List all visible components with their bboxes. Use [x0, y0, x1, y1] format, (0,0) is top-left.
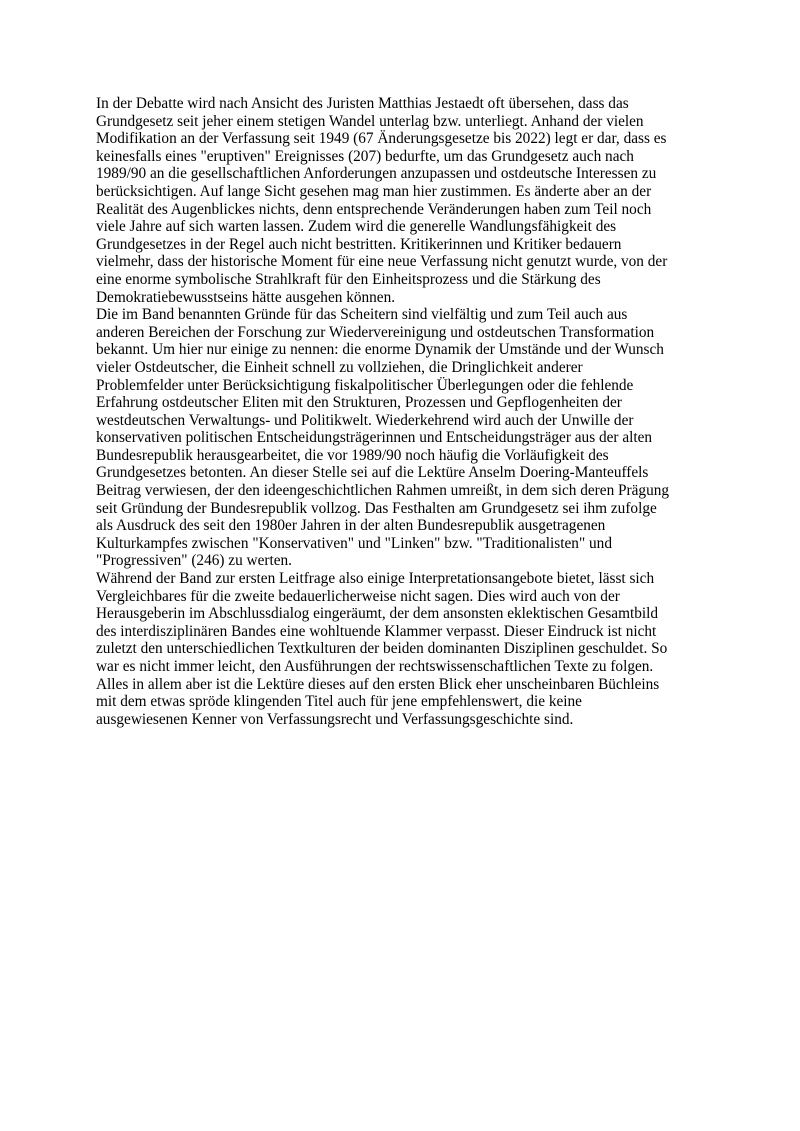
text-line: Herausgeberin im Abschlussdialog eingeräumt, der dem ansonsten eklektischen Gesamtbild: [96, 605, 659, 623]
text-line: Demokratiebewusstseins hätte ausgehen können.: [96, 288, 396, 306]
text-line: Die im Band benannten Gründe für das Scheitern sind vielfältig und zum Teil auch aus: [96, 306, 628, 324]
paragraph-2: [96, 306, 706, 570]
text-line: Realität des Augenblickes nichts, denn entsprechende Veränderungen haben zum Teil noch: [96, 200, 652, 218]
text-line: war es nicht immer leicht, den Ausführungen der rechtswissenschaftlichen Texte zu folgen.: [96, 658, 654, 675]
text-line: "Progressiven" (246) zu werten.: [96, 552, 292, 570]
text-line: Beitrag verwiesen, der den ideengeschichtlichen Rahmen umreißt, in dem sich deren Prägung: [96, 482, 670, 500]
text-line: konservativen politischen Entscheidungsträgerinnen und Entscheidungsträger aus der alten: [96, 429, 653, 447]
text-line: Bundesrepublik herausgearbeitet, die vor 1989/90 noch häufig die Vorläufigkeit des: [96, 446, 609, 464]
text-line: Alles in allem aber ist die Lektüre dieses auf den ersten Blick eher unscheinbaren Büchleins: [96, 675, 660, 693]
text-line: bekannt. Um hier nur einige zu nennen: die enorme Dynamik der Umstände und der Wunsch: [96, 341, 664, 359]
text-line: ausgewiesenen Kenner von Verfassungsrecht und Verfassungsgeschichte sind.: [96, 710, 574, 728]
paragraph-1: [96, 95, 706, 306]
text-line: viele Jahre auf sich warten lassen. Zudem wird die generelle Wandlungsfähigkeit des: [96, 218, 617, 236]
text-line: berücksichtigen. Auf lange Sicht gesehen mag man hier zustimmen. Es änderte aber an der: [96, 182, 652, 200]
text-line: Grundgesetzes in der Regel auch nicht bestritten. Kritikerinnen und Kritiker bedauern: [96, 235, 622, 253]
text-line: westdeutschen Verwaltungs- und Politikwelt. Wiederkehrend wird auch der Unwille der: [96, 411, 634, 429]
text-line: Vergleichbares für die zweite bedauerlicherweise nicht sagen. Dies wird auch von der: [96, 587, 620, 605]
text-line: Modifikation an der Verfassung seit 1949 (67 Änderungsgesetze bis 2022) legt er dar, dass es: [96, 130, 667, 148]
text-line: Erfahrung ostdeutscher Eliten mit den Strukturen, Prozessen und Gepflogenheiten der: [96, 394, 622, 412]
text-line: In der Debatte wird nach Ansicht des Juristen Matthias Jestaedt oft übersehen, dass das: [96, 95, 629, 112]
text-line: vielmehr, dass der historische Moment für eine neue Verfassung nicht genutzt wurde, von der: [96, 253, 668, 271]
text-line: keinesfalls eines "eruptiven" Ereignisses (207) bedurfte, um das Grundgesetz auch nach: [96, 147, 634, 165]
text-line: zuletzt den unterschiedlichen Textkulturen der beiden dominanten Disziplinen geschuldet. So: [96, 640, 668, 658]
text-line: mit dem etwas spröde klingenden Titel auch für jene empfehlenswert, die keine: [96, 693, 582, 711]
text-line: Grundgesetz seit jeher einem stetigen Wandel unterlag bzw. unterliegt. Anhand der vielen: [96, 112, 644, 130]
text-line: eine enorme symbolische Strahlkraft für den Einheitsprozess und die Stärkung des: [96, 270, 601, 288]
paragraph-3: [96, 570, 706, 728]
text-line: Kulturkampfes zwischen "Konservativen" und "Linken" bzw. "Traditionalisten" und: [96, 534, 612, 552]
text-line: Grundgesetzes betonten. An dieser Stelle sei auf die Lektüre Anselm Doering-Manteuffels: [96, 464, 649, 482]
text-line: des interdisziplinären Bandes eine wohltuende Klammer verpasst. Dieser Eindruck ist nicht: [96, 622, 657, 640]
text-line: Während der Band zur ersten Leitfrage also einige Interpretationsangebote bietet, lässt sich: [96, 570, 655, 588]
text-line: anderen Bereichen der Forschung zur Wiedervereinigung und ostdeutschen Transformation: [96, 323, 655, 341]
text-line: als Ausdruck des seit den 1980er Jahren in der alten Bundesrepublik ausgetragenen: [96, 517, 606, 535]
text-line: Problemfelder unter Berücksichtigung fiskalpolitischer Überlegungen oder die fehlende: [96, 376, 634, 394]
text-line: seit Gründung der Bundesrepublik vollzog. Das Festhalten am Grundgesetz sei ihm zufolge: [96, 499, 657, 517]
body-text: [96, 95, 706, 728]
text-line: 1989/90 an die gesellschaftlichen Anforderungen anzupassen und ostdeutsche Interessen zu: [96, 165, 657, 183]
text-line: vieler Ostdeutscher, die Einheit schnell zu vollziehen, die Dringlichkeit anderer: [96, 358, 583, 376]
